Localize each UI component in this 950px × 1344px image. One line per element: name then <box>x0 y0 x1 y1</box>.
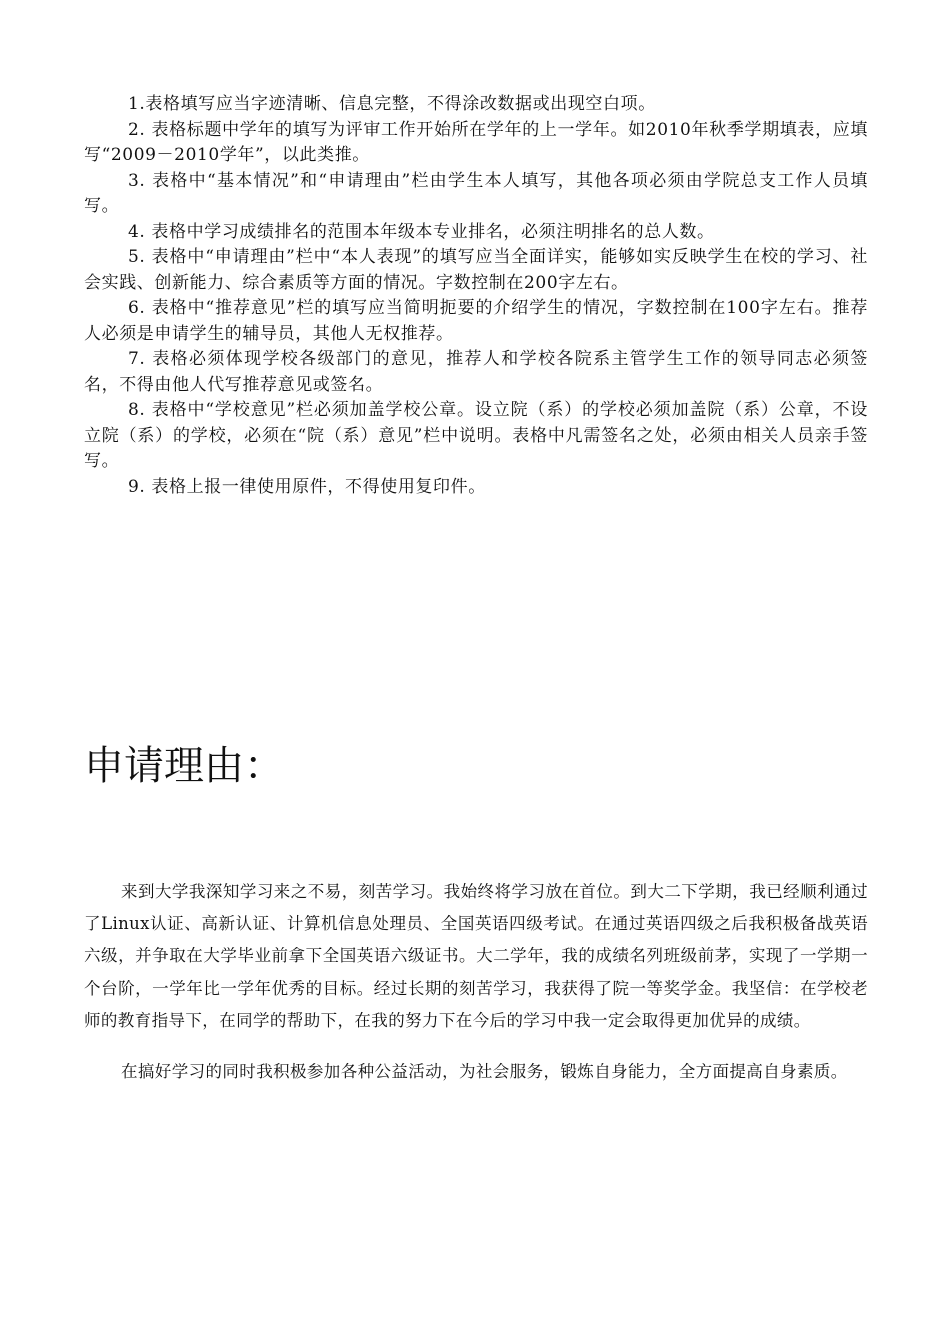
instructions-list <box>84 92 868 500</box>
instruction-item-8: 8. 表格中“学校意见”栏必须加盖学校公章。设立院（系）的学校必须加盖院（系）公章，不设立院（系）的学校，必须在“院（系）意见”栏中说明。表格中凡需签名之处，必须由相关人员亲手签写。 <box>84 400 868 471</box>
instruction-item-6: 6. 表格中“推荐意见”栏的填写应当简明扼要的介绍学生的情况，字数控制在100字左右。推荐人必须是申请学生的辅导员，其他人无权推荐。 <box>84 298 868 344</box>
instruction-item-9: 9. 表格上报一律使用原件，不得使用复印件。 <box>128 476 486 497</box>
reason-paragraph-1: 来到大学我深知学习来之不易，刻苦学习。我始终将学习放在首位。到大二下学期，我已经顺利通过了Linux认证、高新认证、计算机信息处理员、全国英语四级考试。在通过英语四级之后我积极备战英语六级，并争取在大学毕业前拿下全国英语六级证书。大二学年，我的成绩名列班级前茅，实现了一学期一个台阶，一学年比一学年优秀的目标。经过长期的刻苦学习，我获得了院一等奖学金。我坚信：在学校老师的教育指导下，在同学的帮助下，在我的努力下在今后的学习中我一定会取得更加优异的成绩。 <box>84 882 868 1030</box>
section-title: 申请理由： <box>84 743 284 789</box>
instruction-item-3: 3. 表格中“基本情况”和“申请理由”栏由学生本人填写，其他各项必须由学院总支工作人员填写。 <box>84 170 868 216</box>
instruction-item-1: 1.表格填写应当字迹清晰、信息完整，不得涂改数据或出现空白项。 <box>128 94 656 114</box>
instruction-item-2: 2. 表格标题中学年的填写为评审工作开始所在学年的上一学年。如2010年秋季学期填表，应填写“2009－2010学年”，以此类推。 <box>84 119 868 165</box>
reason-paragraph-2: 在搞好学习的同时我积极参加各种公益活动，为社会服务，锻炼自身能力，全方面提高自身素质。 <box>121 1062 848 1082</box>
instruction-item-4: 4. 表格中学习成绩排名的范围本年级本专业排名，必须注明排名的总人数。 <box>128 221 715 242</box>
instruction-item-5: 5. 表格中“申请理由”栏中“本人表现”的填写应当全面详实，能够如实反映学生在校的学习、社会实践、创新能力、综合素质等方面的情况。字数控制在200字左右。 <box>84 247 868 293</box>
reason-body <box>84 876 868 1088</box>
instruction-item-7: 7. 表格必须体现学校各级部门的意见，推荐人和学校各院系主管学生工作的领导同志必须签名，不得由他人代写推荐意见或签名。 <box>84 349 868 395</box>
